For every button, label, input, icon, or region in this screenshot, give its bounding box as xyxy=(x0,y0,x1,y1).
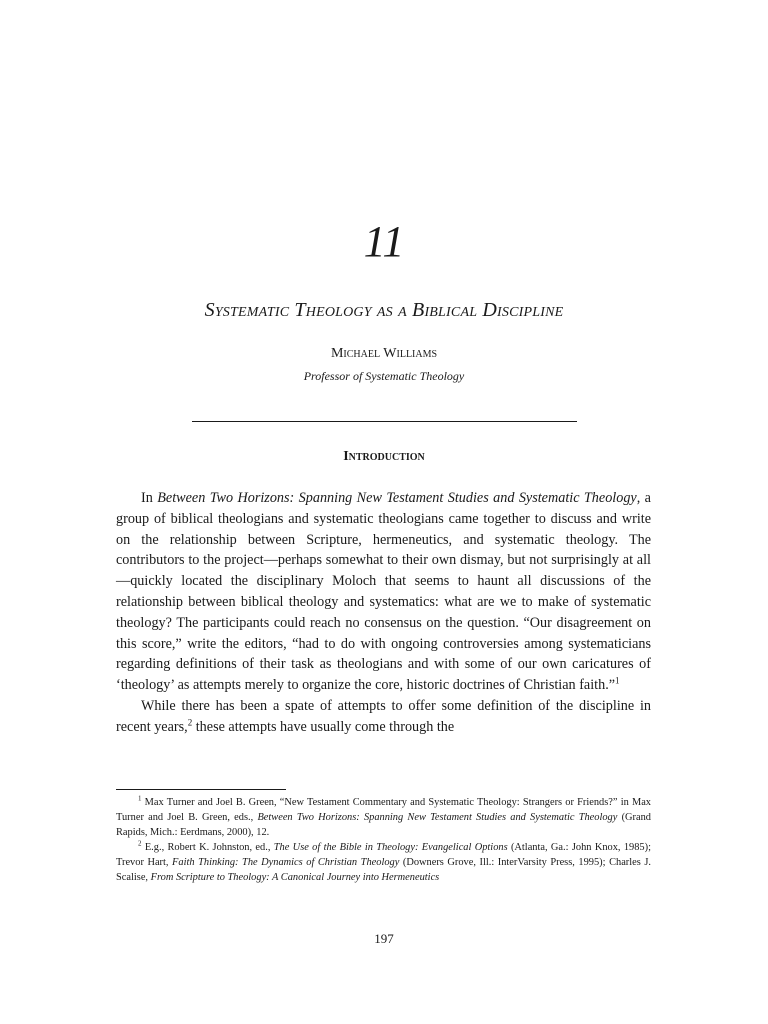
body-text xyxy=(116,488,651,738)
footnote-2-book-title-2: Faith Thinking: The Dynamics of Christian Theology xyxy=(172,857,400,868)
chapter-number: 11 xyxy=(363,217,405,266)
footnote-2-text-b: (Atlanta, Ga.: John Knox, 1985); Trevor Hart, xyxy=(116,842,651,868)
section-heading: Introduction xyxy=(343,449,425,464)
paragraph-2-text-a: While there has been a spate of attempts to offer some definition of the discipline in recent years, xyxy=(116,697,651,735)
author-role: Professor of Systematic Theology xyxy=(303,369,465,383)
footnote-2 xyxy=(116,840,651,885)
paragraph-1-text-b: , a group of biblical theologians and systematic theologians came together to discuss and write on the relationship between Scripture, hermeneutics, and systematic theology. The contributors to the project—perhaps somewhat to their own dismay, but not surprisingly at all—quickly located the disciplinary Moloch that seems to haunt all discussions of the relationship between biblical theology and systematics: what are we to make of systematic theology? The participants could reach no consensus on the question. “Our disagreement on this score,” write the editors, “had to do with ongoing controversies among systematicians regarding definitions of their task as theologians and with some of our own caricatures of ‘theology’ as attempts merely to organize the core, historic doctrines of Christian faith.” xyxy=(116,490,651,694)
footnote-ref-1[interactable]: 1 xyxy=(615,675,620,686)
page-number: 197 xyxy=(374,931,394,946)
chapter-title: Systematic Theology as a Biblical Discipline xyxy=(204,299,564,321)
footnote-2-text-c: (Downers Grove, Ill.: InterVarsity Press, 1995); Charles J. Scalise, xyxy=(116,857,651,883)
footnote-1-text-a: Max Turner and Joel B. Green, “New Testament Commentary and Systematic Theology: Strangers or Friends?” in Max Turner and Joel B. Green, eds., xyxy=(116,797,651,823)
paragraph-2 xyxy=(116,696,651,738)
footnote-1-number: 1 xyxy=(138,794,142,803)
book-title-between-two-horizons: Between Two Horizons: Spanning New Testament Studies and Systematic Theology xyxy=(157,490,637,506)
paragraph-1 xyxy=(116,488,651,696)
footnotes xyxy=(116,795,651,885)
paragraph-1-text-a: In xyxy=(141,490,158,506)
footnote-1 xyxy=(116,795,651,840)
footnote-2-book-title-3: From Scripture to Theology: A Canonical Journey into Hermeneutics xyxy=(150,872,440,883)
footnote-2-book-title-1: The Use of the Bible in Theology: Evangelical Options xyxy=(273,842,508,853)
footnote-2-number: 2 xyxy=(138,839,142,848)
footnote-1-book-title: Between Two Horizons: Spanning New Testament Studies and Systematic Theology xyxy=(257,812,618,823)
footnote-ref-2[interactable]: 2 xyxy=(187,717,193,728)
paragraph-2-text-b: these attempts have usually come through the xyxy=(192,718,455,735)
footnote-1-text-b: (Grand Rapids, Mich.: Eerdmans, 2000), 12. xyxy=(116,812,652,838)
author-name: Michael Williams xyxy=(330,346,438,361)
title-divider xyxy=(192,421,577,422)
footnote-2-text-a: E.g., Robert K. Johnston, ed., xyxy=(141,842,274,853)
footnote-divider xyxy=(116,789,286,790)
